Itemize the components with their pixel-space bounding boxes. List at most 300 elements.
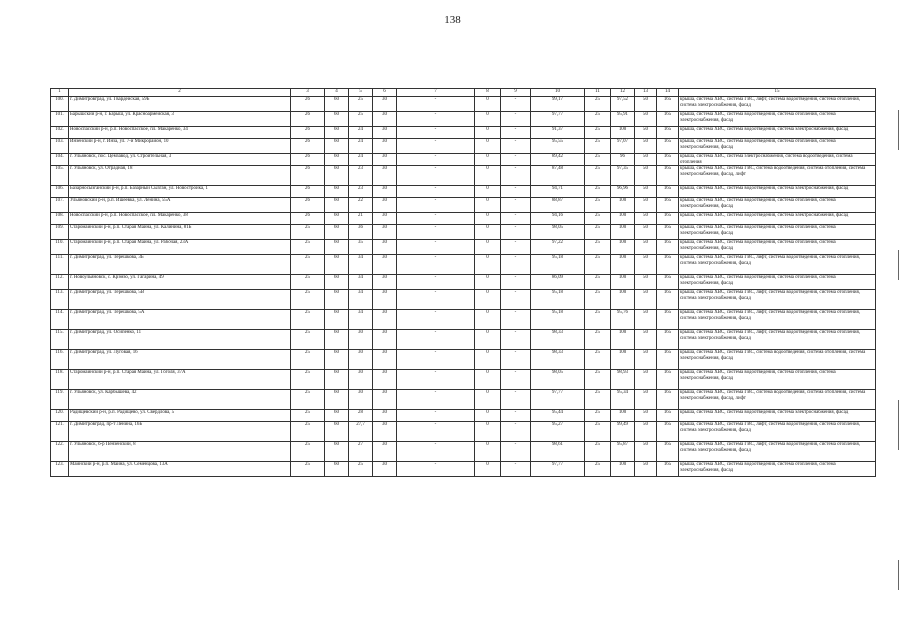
value-cell: 95,91: [611, 112, 635, 127]
value-cell: 50: [635, 390, 657, 410]
value-cell: 21: [349, 213, 373, 225]
value-cell: 89,42: [531, 154, 585, 166]
document-table-wrapper: [50, 88, 875, 477]
value-cell: -: [397, 275, 475, 290]
value-cell: -: [501, 186, 531, 198]
value-cell: 25: [585, 127, 611, 139]
value-cell: 88,87: [531, 198, 585, 213]
value-cell: 30: [373, 186, 397, 198]
value-cell: 60: [325, 330, 349, 350]
value-cell: 165: [657, 127, 679, 139]
works-cell: крыша, система ХВС, система ГВС, лифт, система водоотведения, система отопления, система электроснабжения, фасад: [679, 290, 876, 310]
value-cell: 34: [349, 290, 373, 310]
value-cell: 25: [585, 275, 611, 290]
value-cell: 30: [373, 350, 397, 370]
value-cell: 26: [291, 127, 325, 139]
row-number-cell: 100.: [51, 97, 69, 112]
table-row: [51, 225, 876, 240]
value-cell: 23: [349, 166, 373, 186]
value-cell: 50: [635, 442, 657, 462]
value-cell: 35: [349, 240, 373, 255]
value-cell: 0: [475, 422, 501, 442]
value-cell: 26: [291, 154, 325, 166]
value-cell: 50: [635, 127, 657, 139]
value-cell: 30: [373, 442, 397, 462]
works-cell: крыша, система ХВС, система ГВС, система водоотведения, система отопления, система электроснабжения, фасад, лифт: [679, 390, 876, 410]
value-cell: 165: [657, 166, 679, 186]
value-cell: 165: [657, 462, 679, 477]
row-number-cell: 107.: [51, 198, 69, 213]
row-number-cell: 101.: [51, 112, 69, 127]
works-cell: крыша, система ХВС, система ГВС, лифт, система водоотведения, система отопления, система электроснабжения, фасад: [679, 255, 876, 275]
value-cell: 30: [373, 410, 397, 422]
table-row: [51, 442, 876, 462]
value-cell: -: [501, 127, 531, 139]
value-cell: 165: [657, 255, 679, 275]
table-row: [51, 370, 876, 390]
address-cell: г. Димитровград, ул. Терешкова, 5А: [69, 310, 291, 330]
value-cell: 24: [349, 139, 373, 154]
value-cell: 60: [325, 290, 349, 310]
value-cell: 25: [585, 255, 611, 275]
value-cell: 50: [635, 462, 657, 477]
value-cell: 50: [635, 275, 657, 290]
value-cell: -: [397, 442, 475, 462]
value-cell: -: [397, 370, 475, 390]
address-cell: Новоспасский р-н, р.п. Новоспасское, пл. Макаренко, 34: [69, 127, 291, 139]
value-cell: -: [397, 390, 475, 410]
value-cell: 165: [657, 225, 679, 240]
value-cell: 30: [373, 330, 397, 350]
value-cell: 60: [325, 186, 349, 198]
value-cell: 0: [475, 139, 501, 154]
value-cell: 25: [585, 310, 611, 330]
value-cell: 0: [475, 310, 501, 330]
row-number-cell: 109.: [51, 225, 69, 240]
value-cell: 50: [635, 310, 657, 330]
row-number-cell: 112.: [51, 275, 69, 290]
value-cell: 27: [349, 442, 373, 462]
value-cell: 95,34: [611, 390, 635, 410]
value-cell: -: [501, 213, 531, 225]
value-cell: 25: [349, 462, 373, 477]
value-cell: 25: [585, 422, 611, 442]
value-cell: 26: [291, 97, 325, 112]
row-number-cell: 111.: [51, 255, 69, 275]
value-cell: 165: [657, 186, 679, 198]
table-header-row: [51, 89, 876, 97]
value-cell: 0: [475, 370, 501, 390]
value-cell: 50: [635, 154, 657, 166]
table-row: [51, 350, 876, 370]
row-number-cell: 119.: [51, 390, 69, 410]
row-number-cell: 102.: [51, 127, 69, 139]
value-cell: 96: [611, 154, 635, 166]
value-cell: 97,77: [531, 390, 585, 410]
value-cell: 100: [611, 240, 635, 255]
value-cell: 60: [325, 370, 349, 390]
value-cell: 50: [635, 422, 657, 442]
row-number-cell: 104.: [51, 154, 69, 166]
row-number-cell: 106.: [51, 186, 69, 198]
value-cell: 60: [325, 139, 349, 154]
value-cell: 25: [291, 310, 325, 330]
value-cell: 165: [657, 310, 679, 330]
value-cell: 25: [585, 330, 611, 350]
column-header: 8: [475, 89, 501, 97]
value-cell: 22: [349, 198, 373, 213]
table-row: [51, 240, 876, 255]
value-cell: -: [397, 127, 475, 139]
value-cell: -: [397, 350, 475, 370]
value-cell: 60: [325, 350, 349, 370]
value-cell: -: [501, 112, 531, 127]
value-cell: 24: [349, 127, 373, 139]
value-cell: 95,87: [611, 442, 635, 462]
value-cell: 0: [475, 255, 501, 275]
address-cell: г. Димитровград, ул. Терешкова, 5В: [69, 290, 291, 310]
value-cell: 25: [291, 350, 325, 370]
row-number-cell: 114.: [51, 310, 69, 330]
column-header: 12: [611, 89, 635, 97]
value-cell: 50: [635, 410, 657, 422]
value-cell: 34: [349, 310, 373, 330]
value-cell: 34: [349, 255, 373, 275]
value-cell: 26: [291, 186, 325, 198]
value-cell: 25: [291, 330, 325, 350]
value-cell: 30: [373, 198, 397, 213]
value-cell: 94,71: [531, 186, 585, 198]
value-cell: 25: [585, 410, 611, 422]
value-cell: 50: [635, 330, 657, 350]
value-cell: 27,7: [349, 422, 373, 442]
row-number-cell: 115.: [51, 330, 69, 350]
works-cell: крыша, система ХВС, система ГВС, система водоотведения, система отопления, система электроснабжения, фасад, лифт: [679, 166, 876, 186]
scan-margin-marks: [897, 0, 899, 640]
value-cell: 50: [635, 240, 657, 255]
value-cell: 99,17: [531, 97, 585, 112]
value-cell: 165: [657, 390, 679, 410]
value-cell: 50: [635, 213, 657, 225]
table-row: [51, 198, 876, 213]
value-cell: 25: [585, 390, 611, 410]
value-cell: 25: [585, 154, 611, 166]
value-cell: -: [397, 225, 475, 240]
value-cell: -: [397, 112, 475, 127]
value-cell: 30: [349, 350, 373, 370]
value-cell: -: [397, 255, 475, 275]
value-cell: 25: [585, 290, 611, 310]
value-cell: 25: [585, 198, 611, 213]
value-cell: 165: [657, 198, 679, 213]
address-cell: г. Димитровград, ул. Осипенко, 11: [69, 330, 291, 350]
value-cell: 60: [325, 390, 349, 410]
row-number-cell: 110.: [51, 240, 69, 255]
works-cell: крыша, система ХВС, система водоотведения, система электроснабжения, фасад: [679, 186, 876, 198]
value-cell: 165: [657, 410, 679, 422]
value-cell: 25: [291, 255, 325, 275]
value-cell: 30: [373, 127, 397, 139]
value-cell: -: [501, 350, 531, 370]
value-cell: -: [397, 290, 475, 310]
column-header: 15: [679, 89, 876, 97]
address-cell: Инзенский р-н, г. Инза, ул. 7-й Микрорайон, 10: [69, 139, 291, 154]
value-cell: 0: [475, 213, 501, 225]
value-cell: 100: [611, 198, 635, 213]
table-row: [51, 213, 876, 225]
value-cell: 25: [585, 462, 611, 477]
column-header: 1: [51, 89, 69, 97]
value-cell: 95,18: [531, 310, 585, 330]
value-cell: 91,37: [531, 127, 585, 139]
value-cell: 26: [291, 198, 325, 213]
value-cell: 165: [657, 442, 679, 462]
value-cell: 25: [291, 290, 325, 310]
value-cell: 0: [475, 154, 501, 166]
value-cell: 97,77: [531, 112, 585, 127]
works-cell: крыша, система ХВС, система электроснабжения, система водоотведения, система отопления: [679, 154, 876, 166]
row-number-cell: 116.: [51, 350, 69, 370]
value-cell: 97,77: [531, 462, 585, 477]
value-cell: 25: [585, 442, 611, 462]
value-cell: 25: [585, 166, 611, 186]
value-cell: 165: [657, 97, 679, 112]
table-row: [51, 422, 876, 442]
address-cell: Старомайнский р-н, р.п. Старая Майна, ул. Калинина, 81Б: [69, 225, 291, 240]
value-cell: 25: [349, 112, 373, 127]
value-cell: -: [397, 97, 475, 112]
column-header: 3: [291, 89, 325, 97]
table-row: [51, 462, 876, 477]
value-cell: 30: [373, 154, 397, 166]
value-cell: 30: [373, 225, 397, 240]
value-cell: 0: [475, 442, 501, 462]
value-cell: -: [501, 154, 531, 166]
value-cell: -: [397, 410, 475, 422]
value-cell: 97,22: [531, 240, 585, 255]
value-cell: 0: [475, 462, 501, 477]
value-cell: 26: [291, 166, 325, 186]
value-cell: -: [501, 370, 531, 390]
value-cell: 97,52: [611, 97, 635, 112]
value-cell: 28: [349, 410, 373, 422]
works-cell: крыша, система ХВС, система ГВС, лифт, система водоотведения, система отопления, система электроснабжения, фасад: [679, 330, 876, 350]
value-cell: 165: [657, 275, 679, 290]
address-cell: г. Димитровград, ул. Луговая, 16: [69, 350, 291, 370]
value-cell: 60: [325, 112, 349, 127]
value-cell: 165: [657, 139, 679, 154]
value-cell: 36: [349, 225, 373, 240]
value-cell: 0: [475, 290, 501, 310]
value-cell: 98,93: [611, 370, 635, 390]
value-cell: 25: [585, 139, 611, 154]
row-number-cell: 123.: [51, 462, 69, 477]
value-cell: 165: [657, 213, 679, 225]
value-cell: -: [501, 422, 531, 442]
value-cell: 99,49: [611, 422, 635, 442]
value-cell: 60: [325, 255, 349, 275]
works-cell: крыша, система ХВС, система водоотведения, система отопления, система электроснабжения, фасад: [679, 112, 876, 127]
value-cell: -: [501, 410, 531, 422]
works-cell: крыша, система ХВС, система водоотведения, система отопления, система электроснабжения, фасад: [679, 225, 876, 240]
value-cell: -: [501, 330, 531, 350]
value-cell: 97,07: [611, 139, 635, 154]
page-number: 138: [444, 14, 461, 26]
value-cell: 95,27: [531, 422, 585, 442]
value-cell: 165: [657, 240, 679, 255]
value-cell: 30: [349, 370, 373, 390]
row-number-cell: 113.: [51, 290, 69, 310]
value-cell: -: [501, 390, 531, 410]
works-cell: крыша, система ХВС, система ГВС, система водоотведения, система отопления, система электроснабжения, фасад: [679, 350, 876, 370]
value-cell: 100: [611, 255, 635, 275]
value-cell: 50: [635, 290, 657, 310]
address-cell: Барышский р-н, г. Барыш, ул. Красноармейская, 3: [69, 112, 291, 127]
row-number-cell: 121.: [51, 422, 69, 442]
value-cell: 100: [611, 290, 635, 310]
row-number-cell: 108.: [51, 213, 69, 225]
value-cell: 25: [585, 225, 611, 240]
value-cell: -: [397, 213, 475, 225]
value-cell: -: [397, 240, 475, 255]
value-cell: 60: [325, 213, 349, 225]
value-cell: 60: [325, 127, 349, 139]
value-cell: 25: [585, 186, 611, 198]
value-cell: 25: [585, 370, 611, 390]
value-cell: 100: [611, 350, 635, 370]
value-cell: 25: [291, 240, 325, 255]
value-cell: -: [397, 422, 475, 442]
address-cell: г. Димитровград, ул. Гвардейская, 59Б: [69, 97, 291, 112]
address-cell: Старомайнский р-н, р.п. Старая Майна, ул. Гоголя, 37А: [69, 370, 291, 390]
address-cell: Старомайнский р-н, р.п. Старая Майна, ул. Рабочая, 23А: [69, 240, 291, 255]
value-cell: 60: [325, 97, 349, 112]
value-cell: 25: [291, 275, 325, 290]
value-cell: -: [397, 310, 475, 330]
value-cell: 30: [373, 139, 397, 154]
value-cell: 100: [611, 225, 635, 240]
value-cell: 50: [635, 255, 657, 275]
address-cell: Ульяновский р-н, р.п. Ишеевка, ул. Ленина, 55А: [69, 198, 291, 213]
value-cell: 0: [475, 350, 501, 370]
value-cell: 100: [611, 330, 635, 350]
value-cell: 50: [635, 97, 657, 112]
value-cell: 25: [291, 370, 325, 390]
works-cell: крыша, система ХВС, система водоотведения, система отопления, система электроснабжения, фасад: [679, 198, 876, 213]
value-cell: -: [501, 166, 531, 186]
value-cell: 60: [325, 422, 349, 442]
value-cell: 30: [373, 255, 397, 275]
address-cell: г. Новоульяновск, с. Крэмзо, ул. Гагарина, 49: [69, 275, 291, 290]
value-cell: 30: [373, 390, 397, 410]
column-header: 14: [657, 89, 679, 97]
value-cell: 30: [373, 112, 397, 127]
value-cell: 25: [585, 240, 611, 255]
value-cell: 24: [349, 154, 373, 166]
works-cell: крыша, система ХВС, система ГВС, лифт, система водоотведения, система отопления, система электроснабжения, фасад: [679, 310, 876, 330]
value-cell: 30: [373, 97, 397, 112]
value-cell: 25: [585, 112, 611, 127]
value-cell: 60: [325, 310, 349, 330]
table-row: [51, 310, 876, 330]
value-cell: 30: [373, 290, 397, 310]
works-cell: крыша, система ХВС, система ГВС, лифт, система водоотведения, система отопления, система электроснабжения, фасад: [679, 422, 876, 442]
value-cell: 30: [373, 370, 397, 390]
works-cell: крыша, система ХВС, система водоотведения, система электроснабжения, фасад: [679, 410, 876, 422]
value-cell: 50: [635, 370, 657, 390]
row-number-cell: 105.: [51, 166, 69, 186]
value-cell: -: [397, 166, 475, 186]
works-cell: крыша, система ХВС, система водоотведения, система отопления, система электроснабжения, фасад: [679, 275, 876, 290]
value-cell: 100: [611, 127, 635, 139]
value-cell: 60: [325, 225, 349, 240]
works-cell: крыша, система ХВС, система водоотведения, система отопления, система электроснабжения, фасад: [679, 240, 876, 255]
value-cell: 0: [475, 225, 501, 240]
value-cell: 50: [635, 139, 657, 154]
table-row: [51, 166, 876, 186]
column-header: 10: [531, 89, 585, 97]
value-cell: 98,33: [531, 350, 585, 370]
address-cell: г. Ульяновск, ул. Отрадная, 18: [69, 166, 291, 186]
table-row: [51, 330, 876, 350]
value-cell: -: [501, 462, 531, 477]
value-cell: 60: [325, 198, 349, 213]
table-row: [51, 410, 876, 422]
value-cell: 0: [475, 330, 501, 350]
value-cell: 60: [325, 442, 349, 462]
value-cell: 165: [657, 290, 679, 310]
value-cell: -: [501, 240, 531, 255]
value-cell: 25: [585, 350, 611, 370]
value-cell: 50: [635, 225, 657, 240]
value-cell: 165: [657, 422, 679, 442]
value-cell: 26: [291, 112, 325, 127]
value-cell: 94,16: [531, 213, 585, 225]
value-cell: 60: [325, 275, 349, 290]
value-cell: 25: [585, 97, 611, 112]
value-cell: 60: [325, 166, 349, 186]
table-row: [51, 139, 876, 154]
value-cell: -: [397, 154, 475, 166]
works-cell: крыша, система ХВС, система ГВС, лифт, система водоотведения, система отопления, система электроснабжения, фасад: [679, 97, 876, 112]
address-cell: г. Димитровград, пр-т Ленина, 16Б: [69, 422, 291, 442]
value-cell: 50: [635, 198, 657, 213]
value-cell: 165: [657, 370, 679, 390]
table-row: [51, 290, 876, 310]
value-cell: 96,96: [611, 186, 635, 198]
value-cell: 25: [291, 422, 325, 442]
value-cell: 25: [291, 225, 325, 240]
value-cell: 30: [349, 390, 373, 410]
value-cell: 25: [291, 442, 325, 462]
table-row: [51, 127, 876, 139]
value-cell: 100: [611, 213, 635, 225]
value-cell: 30: [373, 213, 397, 225]
value-cell: 0: [475, 410, 501, 422]
address-cell: Майнский р-н, р.п. Майна, ул. Семенцова, 13А: [69, 462, 291, 477]
value-cell: 30: [349, 330, 373, 350]
value-cell: 165: [657, 112, 679, 127]
value-cell: 98,61: [531, 442, 585, 462]
value-cell: 165: [657, 330, 679, 350]
value-cell: 26: [291, 213, 325, 225]
table-row: [51, 186, 876, 198]
address-cell: г. Ульяновск, пос. Цемзавод, ул. Строительная, 3: [69, 154, 291, 166]
value-cell: 100: [611, 462, 635, 477]
value-cell: 97,35: [611, 166, 635, 186]
value-cell: 26: [291, 139, 325, 154]
value-cell: 50: [635, 112, 657, 127]
